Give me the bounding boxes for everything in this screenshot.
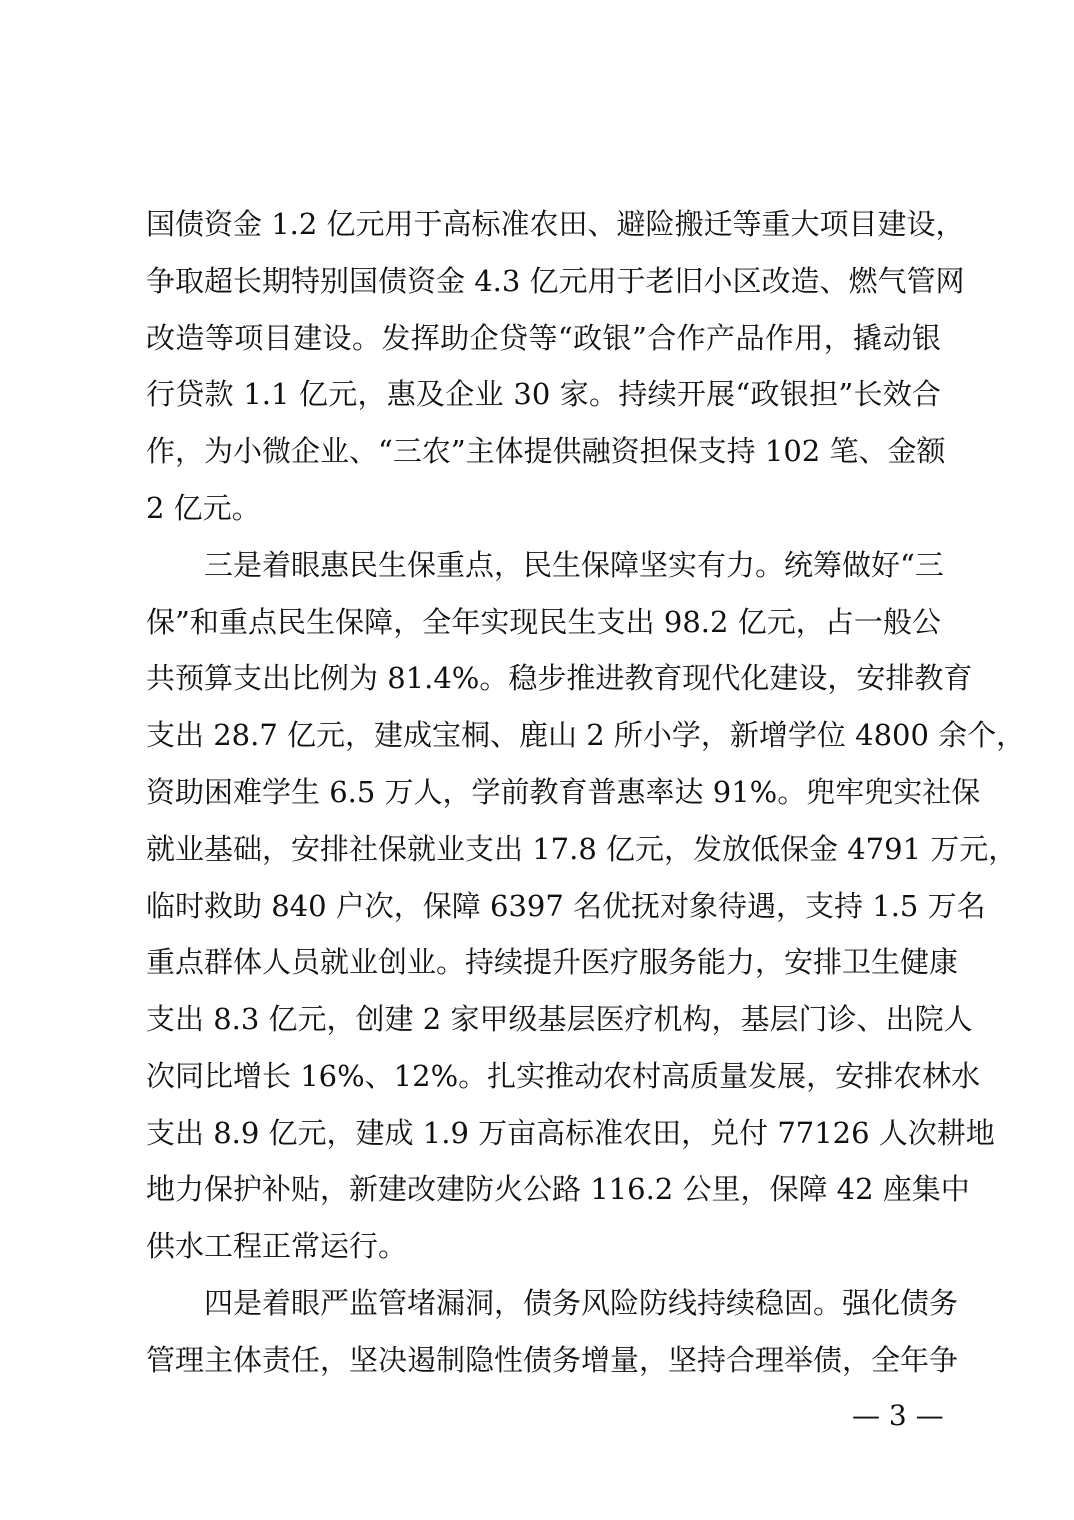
page-number: — 3 — [852,1399,944,1432]
text-line: 改造等项目建设。发挥助企贷等“政银”合作产品作用，撬动银 [146,321,941,355]
paragraph-first-line: 四是着眼严监管堵漏洞，债务风险防线持续稳固。强化债务 [204,1286,959,1320]
text-line: 重点群体人员就业创业。持续提升医疗服务能力，安排卫生健康 [146,945,959,979]
text-line: 行贷款 1.1 亿元，惠及企业 30 家。持续开展“政银担”长效合 [146,377,941,411]
text-line: 地力保护补贴，新建改建防火公路 116.2 公里，保障 42 座集中 [146,1172,970,1206]
text-line: 资助困难学生 6.5 万人，学前教育普惠率达 91%。兜牢兜实社保 [146,775,981,809]
text-line: 争取超长期特别国债资金 4.3 亿元用于老旧小区改造、燃气管网 [146,264,965,298]
text-line: 供水工程正常运行。 [146,1229,408,1263]
text-line: 国债资金 1.2 亿元用于高标准农田、避险搬迁等重大项目建设， [146,207,965,241]
paragraph-first-line: 三是着眼惠民生保重点，民生保障坚实有力。统筹做好“三 [204,548,944,582]
text-line: 临时救助 840 户次，保障 6397 名优抚对象待遇，支持 1.5 万名 [146,889,986,923]
text-line: 共预算支出比例为 81.4%。稳步推进教育现代化建设，安排教育 [146,661,973,695]
text-line: 保”和重点民生保障，全年实现民生支出 98.2 亿元，占一般公 [146,605,941,639]
text-line: 作，为小微企业、“三农”主体提供融资担保支持 102 笔、金额 [146,434,946,468]
text-line: 管理主体责任，坚决遏制隐性债务增量，坚持合理举债，全年争 [146,1343,959,1377]
text-line: 支出 28.7 亿元，建成宝桐、鹿山 2 所小学，新增学位 4800 余个， [146,718,1026,752]
text-line: 次同比增长 16%、12%。扎实推动农村高质量发展，安排农林水 [146,1059,981,1093]
text-line: 就业基础，安排社保就业支出 17.8 亿元，发放低保金 4791 万元， [146,832,1018,866]
text-line: 支出 8.9 亿元，建成 1.9 万亩高标准农田，兑付 77126 人次耕地 [146,1116,995,1150]
text-line: 2 亿元。 [146,491,261,525]
text-line: 支出 8.3 亿元，创建 2 家甲级基层医疗机构，基层门诊、出院人 [146,1002,973,1036]
